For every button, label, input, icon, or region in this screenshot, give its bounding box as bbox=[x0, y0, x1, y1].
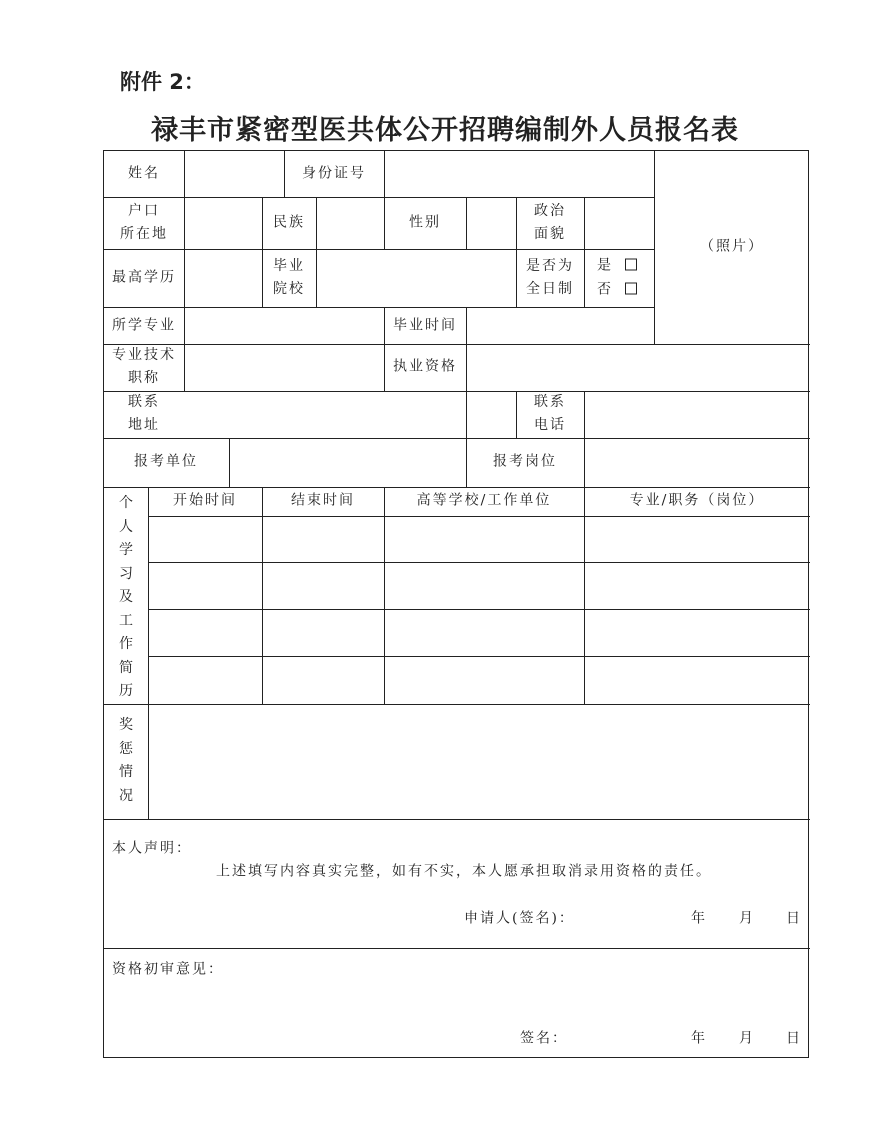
review-heading: 资格初审意见： bbox=[112, 961, 224, 978]
id-number-label: 身份证号 bbox=[302, 165, 366, 182]
major-label: 所学专业 bbox=[112, 317, 176, 334]
resume-col-school: 高等学校/工作单位 bbox=[416, 492, 552, 509]
declaration-text: 上述填写内容真实完整，如有不实，本人愿承担取消录用资格的责任。 bbox=[216, 863, 712, 880]
fulltime-label: 是否为 全日制 bbox=[526, 258, 574, 297]
apply-post-label: 报考岗位 bbox=[493, 453, 557, 470]
name-label: 姓名 bbox=[128, 165, 160, 182]
resume-col-end: 结束时间 bbox=[291, 492, 355, 509]
review-year: 年 bbox=[691, 1030, 707, 1047]
form-title: 禄丰市紧密型医共体公开招聘编制外人员报名表 bbox=[151, 115, 739, 146]
education-label: 最高学历 bbox=[112, 269, 176, 286]
photo-placeholder: （照片） bbox=[700, 238, 764, 255]
phone-label: 联系 电话 bbox=[534, 394, 566, 433]
declaration-day: 日 bbox=[786, 910, 802, 927]
declaration-year: 年 bbox=[691, 910, 707, 927]
political-status-label: 政治 面貌 bbox=[534, 203, 566, 242]
school-label: 毕业 院校 bbox=[273, 258, 305, 297]
resume-col-position: 专业/职务（岗位） bbox=[629, 492, 765, 509]
gender-label: 性别 bbox=[409, 214, 441, 231]
apply-unit-label: 报考单位 bbox=[134, 453, 198, 470]
attachment-label: 附件 2： bbox=[120, 70, 205, 94]
declaration-heading: 本人声明： bbox=[112, 840, 192, 857]
hukou-label: 户口 所在地 bbox=[120, 203, 168, 242]
resume-section-label: 个人学习及工作简历 bbox=[119, 495, 133, 699]
address-label: 联系 地址 bbox=[128, 394, 160, 433]
awards-section-label: 奖惩情况 bbox=[119, 717, 133, 804]
no-checkbox[interactable] bbox=[625, 283, 637, 295]
license-label: 执业资格 bbox=[393, 358, 457, 375]
review-signature-label: 签名： bbox=[520, 1030, 568, 1047]
ethnicity-label: 民族 bbox=[273, 214, 305, 231]
registration-form bbox=[103, 150, 809, 1058]
fulltime-no-option[interactable]: 否 bbox=[597, 279, 637, 302]
review-day: 日 bbox=[786, 1030, 802, 1047]
fulltime-yes-option[interactable]: 是 bbox=[597, 255, 637, 278]
review-month: 月 bbox=[739, 1030, 755, 1047]
applicant-signature-label: 申请人(签名)： bbox=[464, 910, 575, 927]
yes-checkbox[interactable] bbox=[625, 259, 637, 271]
grad-time-label: 毕业时间 bbox=[393, 317, 457, 334]
resume-col-start: 开始时间 bbox=[173, 492, 237, 509]
declaration-month: 月 bbox=[739, 910, 755, 927]
professional-title-label: 专业技术 职称 bbox=[112, 347, 176, 386]
